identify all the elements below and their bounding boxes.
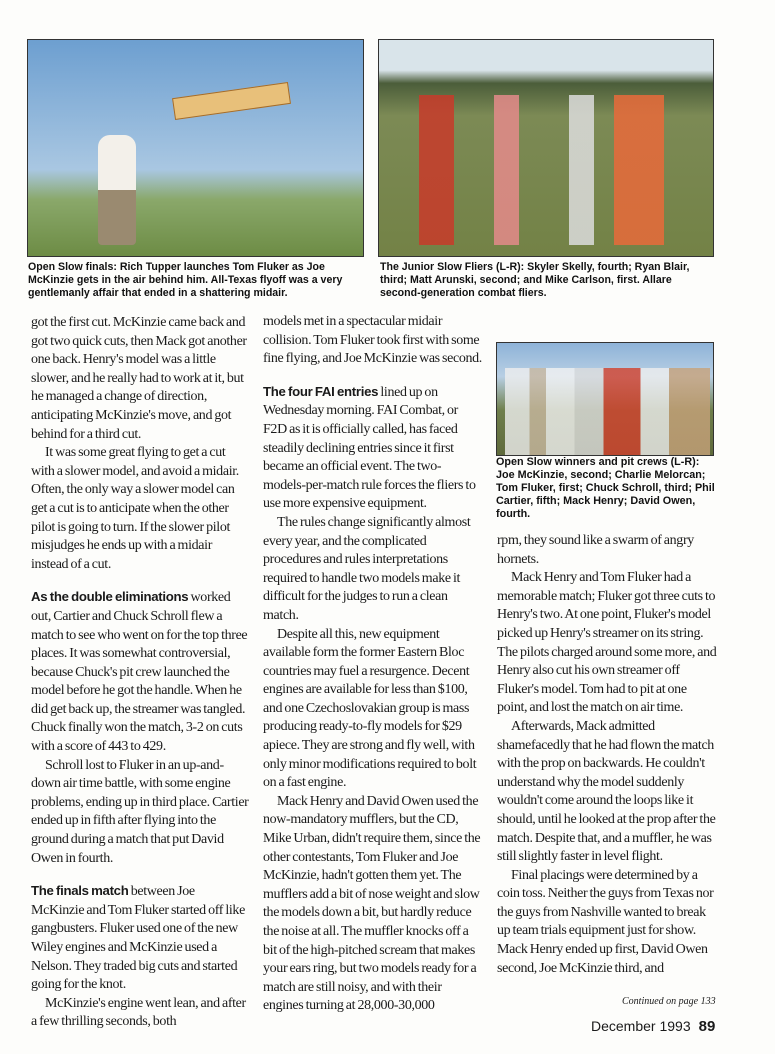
paragraph (31, 995, 249, 1032)
paragraph (497, 532, 717, 569)
paragraph-text: models met in a spectacular midair collision. Tom Fluker took first with some fine flying, and Joe McKinzie was second. (263, 314, 482, 367)
paragraph (31, 757, 249, 869)
paragraph (31, 588, 249, 756)
caption-open-slow-finals: Open Slow finals: Rich Tupper launches Tom Fluker as Joe McKinzie gets in the air behind him. All-Texas flyoff was a very gentlemanly affair that ended in a shattering midair. (28, 261, 343, 299)
winners-group-illustration (505, 368, 710, 455)
paragraph-text: between Joe McKinzie and Tom Fluker started off like gangbusters. Fluker used one of the new Wiley engines and McKinzie used a Nelson. They traded big cuts and started going for the knot. (31, 884, 245, 993)
paragraph-text: Despite all this, new equipment available form the former Eastern Bloc countries may fuel a resurgence. Decent engines are available for less than $100, and one Czechoslovakian group is mass producing ready-to-fly models for $29 apiece. They are strong and fly well, with only minor modifications required to bolt on a fast engine. (263, 626, 477, 791)
photo-open-slow-finals (27, 39, 364, 257)
caption-junior-slow-fliers: The Junior Slow Fliers (L-R): Skyler Skelly, fourth; Ryan Blair, third; Matt Arunski, second; and Mike Carlson, first. Allare second-generation combat fliers. (380, 261, 690, 299)
fliers-group-illustration (419, 95, 669, 245)
article-column-3 (497, 532, 717, 978)
paragraph-text: It was some great flying to get a cut with a slower model, and avoid a midair. Often, the only way a slower model can get a cut is to anticipate when the other pilot is going to turn. If the slower pilot misjudges he ends up with a midair instead of a cut. (31, 445, 239, 572)
pilot-figure (98, 135, 136, 245)
paragraph (263, 313, 483, 369)
paragraph (497, 718, 717, 867)
paragraph-text: got the first cut. McKinzie came back and got two quick cuts, then Mack got another one back. Henry's model was a little slower, and he really had to work at it, but he managed a change of direction, anticipating McKinzie's move, and got behind for a third cut. (31, 315, 247, 442)
continued-note: Continued on page 133 (622, 996, 716, 1007)
paragraph-text: Mack Henry and Tom Fluker had a memorable match; Fluker got three cuts to Henry's two. At one point, Fluker's model picked up Henry's streamer on its string. The pilots charged around some more, and Henry also cut his own streamer off Fluker's model. Tom had to pit at one point, and lost the match on air time. (497, 570, 717, 716)
paragraph-text: rpm, they sound like a swarm of angry hornets. (497, 533, 694, 567)
paragraph-text: Final placings were determined by a coin toss. Neither the guys from Texas nor the guys from Nashville wanted to break up team trials equipment just for show. Mack Henry ended up first, David Owen second, Joe McKinzie third, and (497, 867, 714, 976)
paragraph-text: Mack Henry and David Owen used the now-mandatory mufflers, but the CD, Mike Urban, didn't require them, since the other contestants, Tom Fluker and Joe McKinzie, hadn't gotten them yet. The mufflers add a bit of nose weight and slow the models down a bit, but hardly reduce the noise at all. The muffler knocks off a bit of the high-pitched scream that makes your ears ring, but two models ready for a match are still noisy, and with their engines turning at 28,000-30,000 (263, 793, 481, 1014)
article-column-1 (31, 314, 249, 1032)
paragraph (31, 882, 249, 995)
paragraph-text: Afterwards, Mack admitted shamefacedly that he had flown the match with the prop on backwards. He couldn't understand why the model suddenly wouldn't come around the loops like it should, until he looked at the prop after the match. Despite that, and a muffler, he was still slightly faster in level flight. (497, 718, 716, 865)
paragraph-text: lined up on Wednesday morning. FAI Combat, or F2D as it is officially called, has faced steadily declining entries since it first became an official event. The two-models-per-match rule forces the fliers to use more expensive equipment. (263, 384, 476, 512)
section-lead-in: The four FAI entries (263, 383, 379, 399)
page-number: 89 (698, 1018, 716, 1035)
paragraph (263, 383, 483, 514)
paragraph-text: worked out, Cartier and Chuck Schroll flew a match to see who went on for the top three places. It was somewhat controversial, because Chuck's pit crew launched the model before he got the handle. When he did get back up, the streamer was tangled. Chuck finally won the match, 3-2 on cuts with a score of 443 to 429. (31, 590, 248, 755)
paragraph (263, 514, 483, 626)
paragraph (497, 569, 717, 718)
page-footer (591, 1018, 715, 1035)
article-column-2 (263, 313, 483, 1016)
paragraph (497, 867, 717, 979)
model-plane-illustration (172, 82, 291, 120)
caption-open-slow-winners: Open Slow winners and pit crews (L-R): Joe McKinzie, second; Charlie Melorcan; Tom Fluker, first; Chuck Schroll, third; Phil Cartier, fifth; Mack Henry; David Owen, fourth. (496, 456, 715, 520)
paragraph (31, 314, 249, 444)
paragraph (31, 444, 249, 574)
photo-open-slow-winners (496, 342, 714, 456)
paragraph-text: McKinzie's engine went lean, and after a few thrilling seconds, both (31, 995, 246, 1030)
issue-date: December 1993 (591, 1018, 691, 1034)
paragraph (263, 793, 483, 1016)
section-lead-in: The finals match (31, 883, 129, 899)
paragraph (263, 626, 483, 793)
paragraph-text: Schroll lost to Fluker in an up-and-down air time battle, with some engine problems, ending up in third place. Cartier ended up in fifth after flying into the ground during a match that put David Owen in fourth. (31, 757, 249, 866)
section-lead-in: As the double eliminations (31, 589, 189, 605)
paragraph-text: The rules change significantly almost every year, and the complicated procedures and rules interpretations required to handle two models make it difficult for the judges to run a clean match. (263, 514, 471, 623)
photo-junior-slow-fliers (378, 39, 714, 257)
